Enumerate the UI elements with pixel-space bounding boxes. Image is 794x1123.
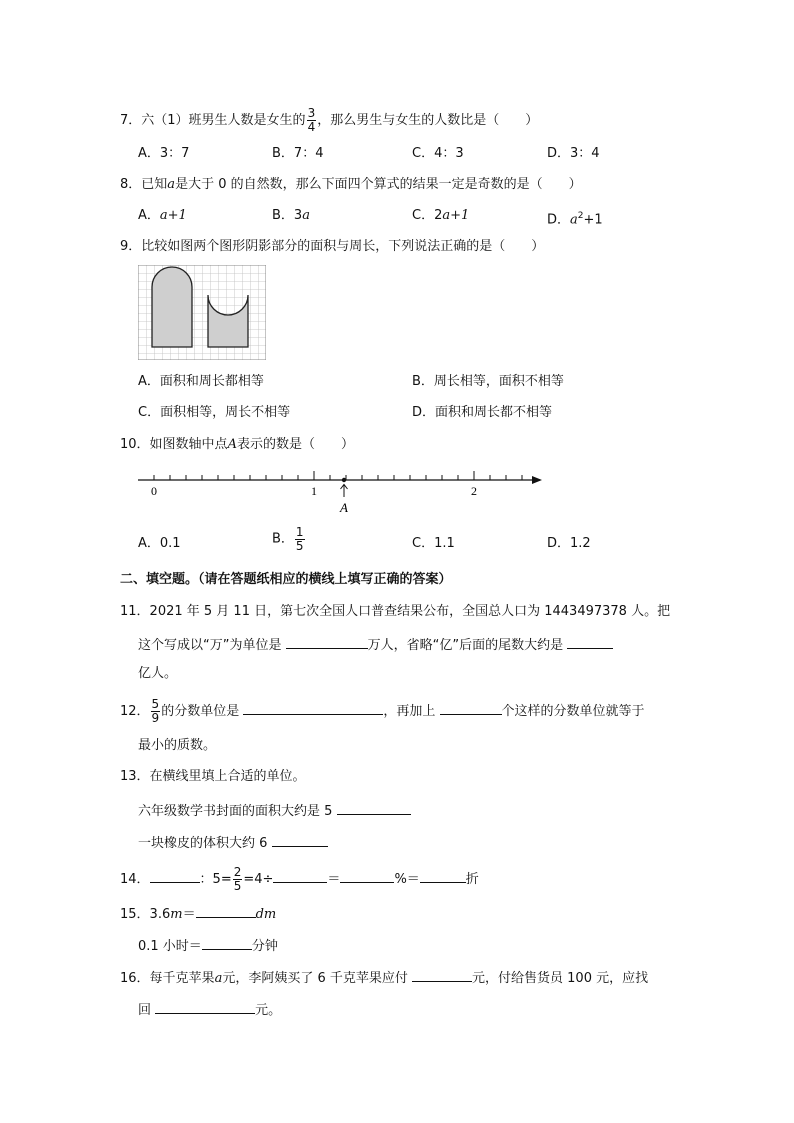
- q14-blank-discount[interactable]: [420, 868, 466, 883]
- section-heading-fill-in: 二、填空题。（请在答题纸相应的横线上填写正确的答案）: [120, 572, 452, 587]
- q12-blank-count[interactable]: [440, 700, 502, 715]
- q16-blank-change[interactable]: [155, 999, 255, 1014]
- q14-blank-divisor[interactable]: [273, 868, 327, 883]
- q16-blank-pay[interactable]: [412, 967, 472, 982]
- q13-line-2: 六年级数学书封面的面积大约是 5: [138, 800, 411, 821]
- q10-option-d[interactable]: D．1.2: [547, 536, 591, 551]
- q7-option-d[interactable]: D．3：4: [547, 146, 600, 161]
- q13-line-3: 一块橡皮的体积大约 6: [138, 832, 328, 853]
- point-a-dot: [342, 478, 346, 482]
- q11-line-1: 11．2021 年 5 月 11 日，第七次全国人口普查结果公布，全国总人口为 1443497378 人。把: [120, 604, 671, 619]
- q16-line-2: 回 元。: [138, 999, 281, 1020]
- number-line-ticks: [154, 471, 522, 480]
- q10-number-line: [134, 466, 550, 518]
- point-a-label: A: [340, 500, 348, 515]
- q8-option-c[interactable]: C．2a+1: [412, 208, 470, 223]
- q7-fraction: $\frac{3}{4}$: [307, 106, 316, 134]
- axis-label-2: 2: [471, 484, 477, 498]
- q12-line-2: 最小的质数。: [138, 738, 217, 753]
- q9-grid-figure: [138, 265, 266, 360]
- q11-line-2: 这个写成以“万”为单位是 万人，省略“亿”后面的尾数大约是: [138, 634, 613, 655]
- q9-option-b[interactable]: B．周长相等，面积不相等: [412, 374, 564, 389]
- q12-blank-unit[interactable]: [243, 700, 383, 715]
- q8-stem: 8．已知a是大于 0 的自然数，那么下面四个算式的结果一定是奇数的是（ ）: [120, 177, 582, 192]
- q9-option-c[interactable]: C．面积相等，周长不相等: [138, 405, 291, 420]
- q15-line-1: 15．3.6m＝ dm: [120, 903, 276, 924]
- q10-option-c[interactable]: C．1.1: [412, 536, 455, 551]
- q7-option-a[interactable]: A．3：7: [138, 146, 190, 161]
- q8-option-b[interactable]: B．3a: [272, 208, 310, 223]
- q13-stem: 13．在横线里填上合适的单位。: [120, 769, 306, 784]
- axis-label-1: 1: [311, 484, 317, 498]
- q12-fraction: $\frac{5}{9}$: [151, 697, 160, 725]
- q14-line: 14． ：5= $\frac{2}{5}$ =4÷ ＝ %＝ 折: [120, 865, 479, 893]
- q13-blank-area-unit[interactable]: [337, 800, 411, 815]
- q7-option-b[interactable]: B．7：4: [272, 146, 324, 161]
- q14-fraction: $\frac{2}{5}$: [233, 865, 242, 893]
- arrow-up-icon: [341, 485, 348, 498]
- q10-option-b[interactable]: B． $\frac{1}{5}$: [272, 525, 304, 553]
- q11-blank-wan[interactable]: [286, 634, 368, 649]
- q9-stem: 9．比较如图两个图形阴影部分的面积与周长，下列说法正确的是（ ）: [120, 239, 545, 254]
- q11-blank-yi[interactable]: [567, 634, 613, 649]
- shape-arch-shaded: [152, 267, 192, 347]
- q15-line-2: 0.1 小时＝ 分钟: [138, 935, 278, 956]
- q14-blank-ratio[interactable]: [150, 868, 200, 883]
- q13-blank-volume-unit[interactable]: [272, 832, 328, 847]
- q8-option-d[interactable]: D．$a^2+1$: [547, 211, 603, 228]
- q16-line-1: 16．每千克苹果a元，李阿姨买了 6 千克苹果应付 元，付给售货员 100 元，应找: [120, 967, 648, 988]
- q7-stem: 7．六（1）班男生人数是女生的 $\frac{3}{4}$ ，那么男生与女生的人数比是（ ）: [120, 106, 539, 134]
- q10-option-a[interactable]: A．0.1: [138, 536, 181, 551]
- q14-blank-percent[interactable]: [340, 868, 394, 883]
- q10-option-b-fraction: $\frac{1}{5}$: [295, 525, 304, 553]
- axis-label-0: 0: [151, 484, 157, 498]
- q11-line-3: 亿人。: [138, 666, 178, 681]
- q9-option-d[interactable]: D．面积和周长都不相等: [412, 405, 553, 420]
- q15-blank-minutes[interactable]: [202, 935, 252, 950]
- q12-line-1: 12． $\frac{5}{9}$ 的分数单位是 ，再加上 个这样的分数单位就等于: [120, 697, 645, 725]
- q15-blank-dm[interactable]: [196, 903, 256, 918]
- q10-stem: 10．如图数轴中点A表示的数是（ ）: [120, 437, 354, 452]
- q7-option-c[interactable]: C．4：3: [412, 146, 464, 161]
- q9-option-a[interactable]: A．面积和周长都相等: [138, 374, 264, 389]
- q8-option-a[interactable]: A．a+1: [138, 208, 187, 223]
